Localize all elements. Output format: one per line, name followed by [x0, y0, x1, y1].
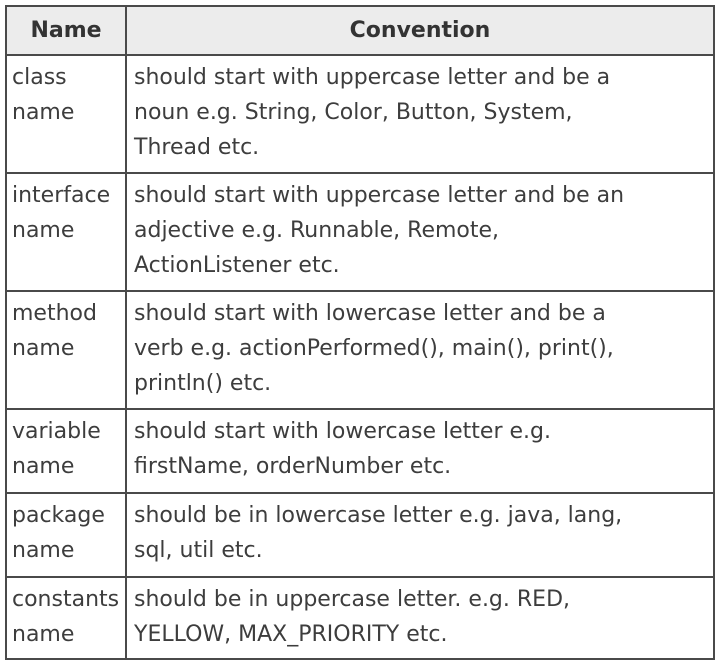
table-body [6, 55, 714, 659]
row-name: constants name [12, 587, 120, 647]
row-name: class name [12, 65, 75, 125]
row-name-cell [6, 493, 126, 577]
row-name-cell [6, 409, 126, 493]
table-row [6, 409, 714, 493]
row-name-cell [6, 577, 126, 659]
table-row [6, 55, 714, 173]
row-convention: should be in uppercase letter. e.g. RED, YELLOW, MAX_PRIORITY etc. [134, 587, 571, 647]
row-name: variable name [12, 419, 101, 479]
table-row [6, 493, 714, 577]
header-row [6, 6, 714, 55]
row-convention: should start with lowercase letter and be a verb e.g. actionPerformed(), main(), print(), println() etc. [134, 301, 614, 396]
row-name: method name [12, 301, 97, 361]
row-name-cell [6, 173, 126, 291]
row-convention: should start with lowercase letter e.g. firstName, orderNumber etc. [134, 419, 551, 479]
table-row [6, 173, 714, 291]
row-convention-cell [126, 577, 714, 659]
naming-convention-table [5, 5, 715, 660]
table-header [6, 6, 714, 55]
row-name: package name [12, 503, 105, 563]
row-convention: should be in lowercase letter e.g. java, lang, sql, util etc. [134, 503, 623, 563]
naming-convention-table-container [5, 5, 715, 654]
header-convention: Convention [126, 6, 714, 55]
row-convention-cell [126, 291, 714, 409]
header-name: Name [6, 6, 126, 55]
row-name-cell [6, 291, 126, 409]
table-row [6, 577, 714, 659]
row-convention: should start with uppercase letter and be a noun e.g. String, Color, Button, System, Thread etc. [134, 65, 611, 160]
table-row [6, 291, 714, 409]
row-name-cell [6, 55, 126, 173]
row-convention-cell [126, 493, 714, 577]
row-name: interface name [12, 183, 111, 243]
row-convention-cell [126, 173, 714, 291]
row-convention: should start with uppercase letter and be an adjective e.g. Runnable, Remote, ActionListener etc. [134, 183, 625, 278]
row-convention-cell [126, 55, 714, 173]
row-convention-cell [126, 409, 714, 493]
